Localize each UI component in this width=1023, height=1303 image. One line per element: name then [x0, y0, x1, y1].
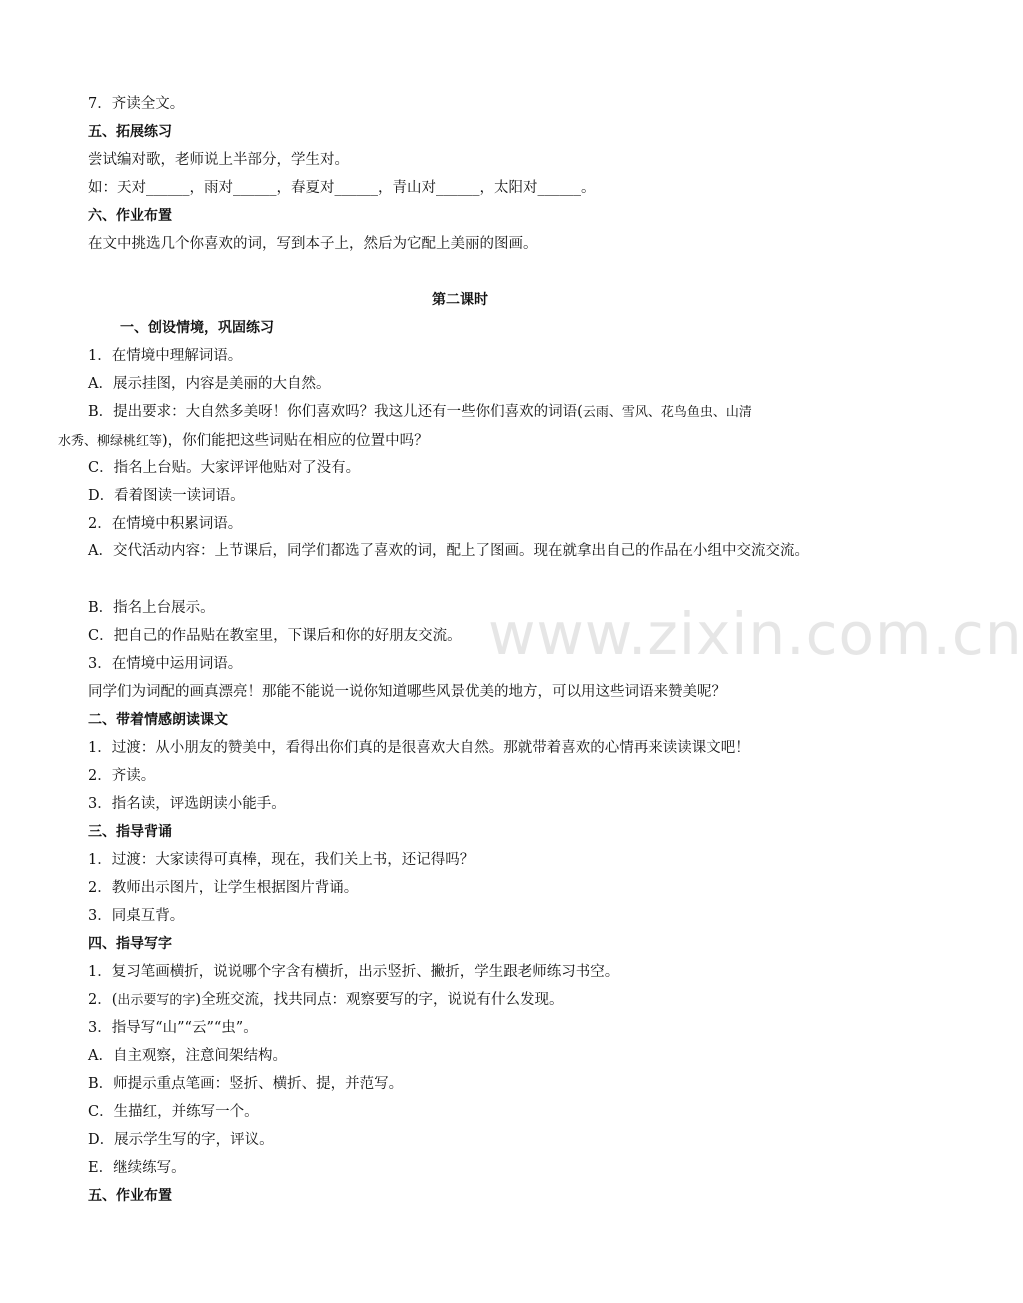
section-1-heading: 一、创设情境，巩固练习 — [120, 320, 274, 336]
item-1a: A．展示挂图，内容是美丽的大自然。 — [88, 376, 331, 392]
item-2c: C．把自己的作品贴在教室里，下课后和你的好朋友交流。 — [88, 628, 462, 644]
section-4-item-1: 1．复习笔画横折，说说哪个字含有横折，出示竖折、撇折，学生跟老师练习书空。 — [88, 964, 620, 980]
lesson-title: 第二课时 — [432, 292, 488, 308]
section-2-item-3: 3．指名读，评选朗读小能手。 — [88, 796, 286, 812]
heading-homework: 六、作业布置 — [88, 208, 172, 224]
section-4-item-3d: D．展示学生写的字，评议。 — [88, 1132, 274, 1148]
section-4-heading: 四、指导写字 — [88, 936, 172, 952]
section-4-item-2 — [88, 991, 564, 1010]
section-3-item-2: 2．教师出示图片，让学生根据图片背诵。 — [88, 880, 359, 896]
section-4-item-3c: C．生描红，并练写一个。 — [88, 1104, 259, 1120]
item-3-apply: 3．在情境中运用词语。 — [88, 656, 243, 672]
section-4-item-2-start: 2．( — [88, 992, 118, 1008]
item-2-accumulate: 2．在情境中积累词语。 — [88, 516, 243, 532]
extend-example: 如：天对______，雨对______，春夏对______，青山对______，太阳对______。 — [88, 180, 596, 196]
item-1b-end: )，你们能把这些词贴在相应的位置中吗？ — [162, 433, 429, 449]
item-1b-start: B．提出要求：大自然多美呀！你们喜欢吗？我这儿还有一些你们喜欢的词语( — [88, 404, 583, 420]
section-3-item-1: 1．过渡：大家读得可真棒，现在，我们关上书，还记得吗？ — [88, 852, 475, 868]
extend-description: 尝试编对歌，老师说上半部分，学生对。 — [88, 152, 349, 168]
homework-description: 在文中挑选几个你喜欢的词，写到本子上，然后为它配上美丽的图画。 — [88, 236, 538, 252]
section-4-item-3: 3．指导写“山”“云”“虫”。 — [88, 1020, 258, 1036]
item-1d: D．看着图读一读词语。 — [88, 488, 245, 504]
item-2a: A．交代活动内容：上节课后，同学们都选了喜欢的词，配上了图画。现在就拿出自己的作品在小组中交流交流。 — [88, 543, 809, 559]
item-1b-words-line2: 水秀、柳绿桃红等 — [58, 434, 163, 449]
section-3-item-3: 3．同桌互背。 — [88, 908, 185, 924]
section-3-heading: 三、指导背诵 — [88, 824, 172, 840]
section-4-item-3b: B．师提示重点笔画：竖折、横折、提，并范写。 — [88, 1076, 404, 1092]
item-2b: B．指名上台展示。 — [88, 600, 215, 616]
watermark: www.zixin.com.cn — [488, 600, 1023, 668]
section-4-item-2-end: )全班交流，找共同点：观察要写的字，说说有什么发现。 — [195, 992, 564, 1008]
section-2-item-2: 2．齐读。 — [88, 768, 156, 784]
section-2-heading: 二、带着情感朗读课文 — [88, 712, 228, 728]
section-4-item-3a: A．自主观察，注意间架结构。 — [88, 1048, 287, 1064]
heading-extend-practice: 五、拓展练习 — [88, 124, 172, 140]
section-4-item-3e: E．继续练写。 — [88, 1160, 186, 1176]
item-1b-words-line1: 云雨、雪风、花鸟鱼虫、山清 — [582, 405, 752, 420]
step-7-read-all: 7．齐读全文。 — [88, 96, 185, 112]
item-1-understand: 1．在情境中理解词语。 — [88, 348, 243, 364]
section-4-item-2-note: 出示要写的字 — [117, 993, 196, 1008]
item-1b — [58, 398, 866, 456]
section-5-heading: 五、作业布置 — [88, 1188, 172, 1204]
item-1c: C．指名上台贴。大家评评他贴对了没有。 — [88, 460, 361, 476]
section-2-item-1: 1．过渡：从小朋友的赞美中，看得出你们真的是很喜欢大自然。那就带着喜欢的心情再来读读课文吧！ — [88, 740, 750, 756]
item-3-description: 同学们为词配的画真漂亮！那能不能说一说你知道哪些风景优美的地方，可以用这些词语来赞美呢？ — [88, 684, 726, 700]
